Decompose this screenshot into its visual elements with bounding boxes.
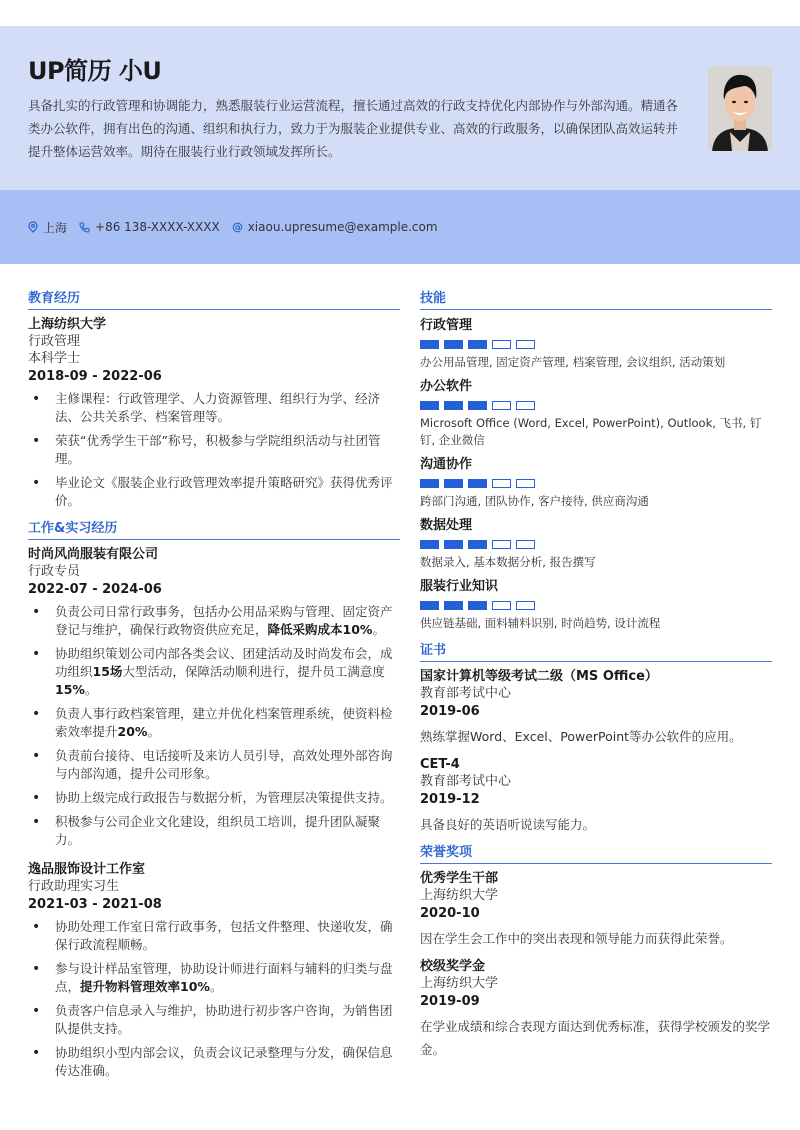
skill-item	[420, 516, 772, 571]
award-issuer: 上海纺织大学	[420, 976, 499, 991]
avatar-portrait-icon	[708, 66, 772, 151]
work-bullets	[28, 603, 400, 849]
profile-photo	[708, 66, 772, 151]
skill-level-bar	[420, 401, 772, 410]
resume-body	[28, 290, 772, 1090]
bullet-item: • 负责公司日常行政事务，包括办公用品采购与管理、固定资产登记与维护，确保行政物资供应充足，降低采购成本10%。	[28, 603, 400, 639]
education-title: 教育经历	[28, 290, 400, 310]
education-section	[28, 290, 400, 510]
certificate-issuer: 教育部考试中心	[420, 686, 512, 701]
job-role: 行政专员	[28, 564, 81, 579]
bullet-item: • 主修课程：行政管理学、人力资源管理、组织行为学、经济法、公共关系学、档案管理等。	[28, 390, 400, 426]
award-date: 2020-10	[420, 906, 480, 921]
skill-item	[420, 577, 772, 632]
award-item	[420, 870, 772, 950]
certificate-name: 国家计算机等级考试二级（MS Office）	[420, 669, 658, 684]
certificate-item	[420, 756, 772, 834]
education-date: 2018-09 - 2022-06	[28, 369, 162, 384]
awards-section	[420, 844, 772, 1061]
work-title: 工作&实习经历	[28, 520, 400, 540]
phone-icon	[79, 222, 90, 233]
skill-desc: 办公用品管理, 固定资产管理, 档案管理, 会议组织, 活动策划	[420, 355, 726, 369]
major: 行政管理	[28, 334, 81, 349]
certificate-date: 2019-06	[420, 704, 480, 719]
contact-location	[28, 219, 67, 236]
phone-text: +86 138-XXXX-XXXX	[95, 220, 220, 234]
work-section	[28, 520, 400, 1080]
bullet-item: • 负责人事行政档案管理，建立并优化档案管理系统，使资料检索效率提升20%。	[28, 705, 400, 741]
skill-item	[420, 316, 772, 371]
bullet-item: • 荣获“优秀学生干部”称号，积极参与学院组织活动与社团管理。	[28, 432, 400, 468]
contact-email[interactable]	[232, 220, 438, 234]
work-date: 2022-07 - 2024-06	[28, 582, 162, 597]
top-margin	[0, 0, 800, 26]
skills-title: 技能	[420, 290, 772, 310]
skill-name: 沟通协作	[420, 457, 473, 472]
education-entry	[28, 316, 400, 510]
skill-desc: 数据录入, 基本数据分析, 报告撰写	[420, 555, 596, 569]
skill-item	[420, 377, 772, 449]
skills-section	[420, 290, 772, 632]
location-pin-icon	[28, 221, 38, 233]
award-item	[420, 958, 772, 1061]
skill-name: 数据处理	[420, 518, 473, 533]
bullet-item: • 协助组织小型内部会议，负责会议记录整理与分发，确保信息传达准确。	[28, 1044, 400, 1080]
awards-title: 荣誉奖项	[420, 844, 772, 864]
skill-level-bar	[420, 479, 772, 488]
email-at-icon	[232, 222, 243, 233]
left-column	[28, 290, 400, 1090]
skill-desc: 跨部门沟通, 团队协作, 客户接待, 供应商沟通	[420, 494, 649, 508]
award-name: 优秀学生干部	[420, 871, 499, 886]
job-role: 行政助理实习生	[28, 879, 120, 894]
candidate-name: UP简历 小U	[28, 57, 162, 85]
education-bullets	[28, 390, 400, 510]
bullet-item: • 协助处理工作室日常行政事务，包括文件整理、快递收发，确保行政流程顺畅。	[28, 918, 400, 954]
skill-level-bar	[420, 601, 772, 610]
certificates-title: 证书	[420, 642, 772, 662]
bullet-item: • 毕业论文《服装企业行政管理效率提升策略研究》获得优秀评价。	[28, 474, 400, 510]
skill-level-bar	[420, 340, 772, 349]
bullet-item: • 协助组织策划公司内部各类会议、团建活动及时尚发布会，成功组织15场大型活动，保障活动顺利进行，提升员工满意度15%。	[28, 645, 400, 699]
contact-phone[interactable]	[79, 220, 220, 234]
bullet-item: • 积极参与公司企业文化建设，组织员工培训，提升团队凝聚力。	[28, 813, 400, 849]
skill-level-bar	[420, 540, 772, 549]
award-date: 2019-09	[420, 994, 480, 1009]
bullet-item: • 协助上级完成行政报告与数据分析，为管理层决策提供支持。	[28, 789, 400, 807]
work-entry	[28, 861, 400, 1080]
skill-name: 行政管理	[420, 318, 473, 333]
contact-bar	[0, 190, 800, 264]
skill-name: 服装行业知识	[420, 579, 499, 594]
skill-name: 办公软件	[420, 379, 473, 394]
skill-desc: 供应链基础, 面料辅料识别, 时尚趋势, 设计流程	[420, 616, 661, 630]
certificate-desc: 具备良好的英语听说读写能力。	[420, 817, 596, 832]
resume-header	[0, 26, 800, 190]
certificate-issuer: 教育部考试中心	[420, 774, 512, 789]
bullet-item: • 参与设计样品室管理，协助设计师进行面料与辅料的归类与盘点，提升物料管理效率10%。	[28, 960, 400, 996]
skill-desc: Microsoft Office (Word, Excel, PowerPoint), Outlook, 飞书, 钉钉, 企业微信	[420, 416, 762, 447]
certificate-name: CET-4	[420, 757, 460, 772]
right-column	[420, 290, 772, 1090]
skill-item	[420, 455, 772, 510]
bullet-item: • 负责前台接待、电话接听及来访人员引导，高效处理外部咨询与内部沟通，提升公司形象。	[28, 747, 400, 783]
work-date: 2021-03 - 2021-08	[28, 897, 162, 912]
email-text: xiaou.upresume@example.com	[247, 220, 438, 234]
bullet-item: • 负责客户信息录入与维护，协助进行初步客户咨询，为销售团队提供支持。	[28, 1002, 400, 1038]
profile-summary: 具备扎实的行政管理和协调能力，熟悉服装行业运营流程，擅长通过高效的行政支持优化内部协作与外部沟通。精通各类办公软件，拥有出色的沟通、组织和执行力，致力于为服装企业提供专业、高效的行政服务，以确保团队高效运转并提升整体运营效率。期待在服装行业行政领域发挥所长。	[28, 98, 679, 159]
award-issuer: 上海纺织大学	[420, 888, 499, 903]
company-name: 时尚风尚服装有限公司	[28, 547, 159, 562]
award-name: 校级奖学金	[420, 959, 486, 974]
award-desc: 因在学生会工作中的突出表现和领导能力而获得此荣誉。	[420, 931, 733, 946]
certificates-section	[420, 642, 772, 834]
award-desc: 在学业成绩和综合表现方面达到优秀标准，获得学校颁发的奖学金。	[420, 1019, 771, 1057]
location-text: 上海	[43, 220, 68, 235]
company-name: 逸品服饰设计工作室	[28, 862, 146, 877]
certificate-date: 2019-12	[420, 792, 480, 807]
work-bullets	[28, 918, 400, 1080]
school-name: 上海纺织大学	[28, 317, 107, 332]
degree: 本科学士	[28, 351, 81, 366]
certificate-desc: 熟练掌握Word、Excel、PowerPoint等办公软件的应用。	[420, 729, 742, 744]
work-entry	[28, 546, 400, 849]
certificate-item	[420, 668, 772, 746]
